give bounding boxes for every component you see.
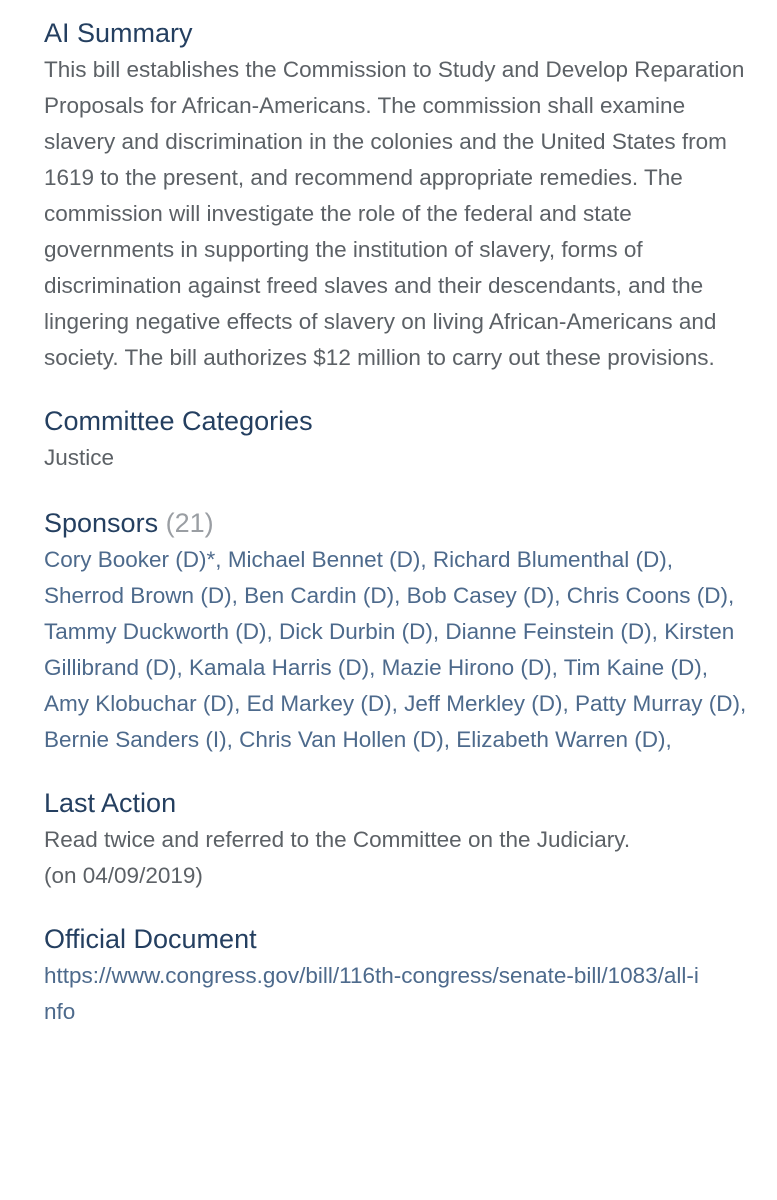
- sponsor-link[interactable]: Kirsten Gillibrand (D): [44, 619, 735, 680]
- official-document-section: [44, 920, 747, 1030]
- sponsor-link[interactable]: Amy Klobuchar (D): [44, 691, 235, 716]
- sponsor-link[interactable]: Chris Coons (D): [566, 583, 728, 608]
- sponsor-link[interactable]: Chris Van Hollen (D): [239, 727, 444, 752]
- sponsor-link[interactable]: Kamala Harris (D): [189, 655, 370, 680]
- sponsor-link[interactable]: Tammy Duckworth (D): [44, 619, 267, 644]
- sponsor-link[interactable]: Patty Murray (D): [575, 691, 741, 716]
- sponsor-link[interactable]: Jeff Merkley (D): [404, 691, 563, 716]
- last-action-description: Read twice and referred to the Committee on the Judiciary.: [44, 827, 631, 852]
- last-action-date: (on 04/09/2019): [44, 863, 203, 888]
- sponsors-heading: [44, 504, 747, 542]
- sponsors-heading-label: Sponsors: [44, 508, 159, 538]
- sponsor-separator: ,: [666, 547, 674, 572]
- sponsor-separator: ,: [740, 691, 747, 716]
- sponsor-separator: ,: [226, 727, 240, 752]
- sponsor-separator: ,: [728, 583, 735, 608]
- sponsor-separator: ,: [231, 583, 245, 608]
- sponsor-separator: ,: [551, 655, 564, 680]
- sponsor-link[interactable]: Cory Booker (D)*: [44, 547, 216, 572]
- sponsor-link[interactable]: Sherrod Brown (D): [44, 583, 232, 608]
- sponsor-separator: ,: [391, 691, 405, 716]
- ai-summary-text: This bill establishes the Commission to Study and Develop Reparation Proposals for African-Americans. The commission shall examine slavery and discrimination in the colonies and the United States from 1619 to the present, and recommend appropriate remedies. The commission will investigate the role of the federal and state governments in supporting the institution of slavery, forms of discrimination against freed slaves and their descendants, and the lingering negative effects of slavery on living African-Americans and society. The bill authorizes $12 million to carry out these provisions.: [44, 57, 745, 370]
- ai-summary-section: [44, 14, 747, 376]
- sponsors-section: [44, 504, 747, 758]
- sponsor-link[interactable]: Michael Bennet (D): [227, 547, 421, 572]
- sponsor-link[interactable]: Bernie Sanders (I): [44, 727, 227, 752]
- sponsor-list: [44, 542, 747, 758]
- sponsor-link[interactable]: Ben Cardin (D): [244, 583, 395, 608]
- sponsor-link[interactable]: Elizabeth Warren (D): [456, 727, 666, 752]
- sponsor-link[interactable]: Ed Markey (D): [246, 691, 392, 716]
- sponsor-separator: ,: [176, 655, 190, 680]
- sponsor-separator: ,: [234, 691, 247, 716]
- committee-categories-section: [44, 402, 747, 476]
- sponsor-separator: ,: [266, 619, 280, 644]
- committee-categories-heading: Committee Categories: [44, 406, 313, 436]
- last-action-heading: Last Action: [44, 788, 177, 818]
- sponsor-separator: ,: [443, 727, 457, 752]
- official-document-link[interactable]: https://www.congress.gov/bill/116th-congress/senate-bill/1083/all-info: [44, 963, 699, 1024]
- sponsor-separator: ,: [369, 655, 382, 680]
- last-action-text: [44, 822, 747, 894]
- sponsor-link[interactable]: Dick Durbin (D): [279, 619, 433, 644]
- official-document-heading: Official Document: [44, 924, 257, 954]
- last-action-section: [44, 784, 747, 894]
- sponsor-separator: ,: [562, 691, 575, 716]
- sponsor-separator: ,: [394, 583, 407, 608]
- ai-summary-heading: AI Summary: [44, 18, 193, 48]
- sponsor-separator: ,: [665, 727, 672, 752]
- sponsor-link[interactable]: Dianne Feinstein (D): [445, 619, 652, 644]
- sponsors-count: (21): [165, 508, 214, 538]
- sponsor-link[interactable]: Tim Kaine (D): [563, 655, 702, 680]
- sponsor-separator: ,: [215, 547, 228, 572]
- sponsor-separator: ,: [701, 655, 708, 680]
- sponsor-separator: ,: [554, 583, 567, 608]
- sponsor-link[interactable]: Richard Blumenthal (D): [432, 547, 667, 572]
- committee-category-value: Justice: [44, 445, 115, 470]
- sponsor-link[interactable]: Bob Casey (D): [406, 583, 555, 608]
- sponsor-separator: ,: [651, 619, 665, 644]
- sponsor-separator: ,: [420, 547, 433, 572]
- sponsor-link[interactable]: Mazie Hirono (D): [381, 655, 552, 680]
- sponsor-separator: ,: [432, 619, 446, 644]
